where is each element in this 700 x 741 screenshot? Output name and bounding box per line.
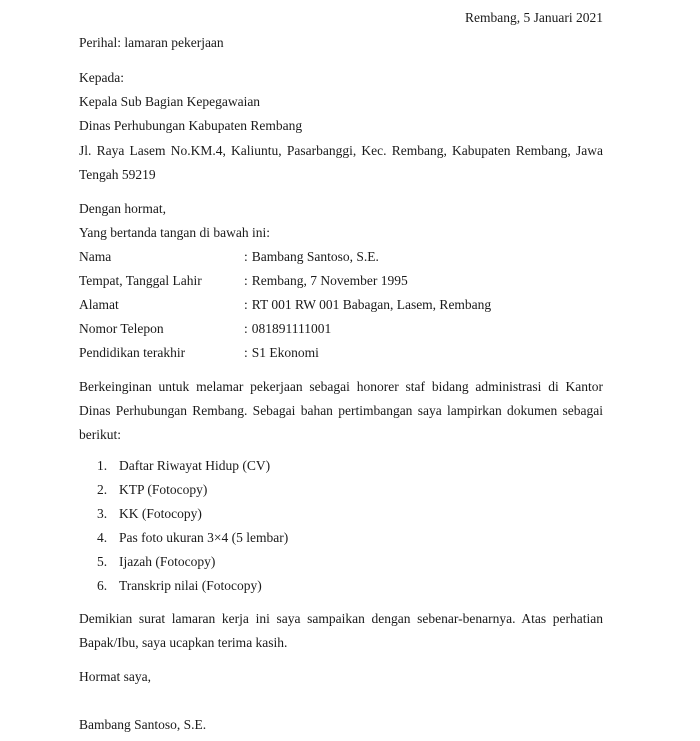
field-label-birth: Tempat, Tanggal Lahir [79,273,202,288]
field-value-birth: : Rembang, 7 November 1995 [244,273,408,288]
recipient-office: Dinas Perhubungan Kabupaten Rembang [79,118,303,133]
list-item-number: 6. [97,578,108,593]
body-paragraph-line1: Berkeinginan untuk melamar pekerjaan sebagai honorer staf bidang administrasi di Kantor [79,379,603,394]
field-label-name: Nama [79,249,112,264]
signoff: Hormat saya, [79,669,151,684]
letter-subject: Perihal: lamaran pekerjaan [79,35,224,50]
list-item-number: 1. [97,458,108,473]
signature-name: Bambang Santoso, S.E. [79,717,207,732]
field-value-phone: : 081891111001 [244,321,332,336]
list-item: Ijazah (Fotocopy) [119,554,216,569]
field-label-education: Pendidikan terakhir [79,345,186,360]
field-label-address: Alamat [79,297,119,312]
recipient-greeting: Kepada: [79,70,124,85]
list-item: Transkrip nilai (Fotocopy) [119,578,262,593]
field-label-phone: Nomor Telepon [79,321,164,336]
body-paragraph-line3: berikut: [79,427,121,442]
list-item: Pas foto ukuran 3×4 (5 lembar) [119,530,289,545]
field-value-address: : RT 001 RW 001 Babagan, Lasem, Rembang [244,297,492,312]
closing-paragraph-line1: Demikian surat lamaran kerja ini saya sampaikan dengan sebenar-benarnya. Atas perhatian [79,611,603,626]
list-item: KK (Fotocopy) [119,506,202,521]
list-item-number: 3. [97,506,108,521]
field-value-name: : Bambang Santoso, S.E. [244,249,379,264]
list-item-number: 2. [97,482,108,497]
recipient-title: Kepala Sub Bagian Kepegawaian [79,94,261,109]
list-item-number: 4. [97,530,108,545]
letter-date: Rembang, 5 Januari 2021 [465,10,603,25]
body-paragraph-line2: Dinas Perhubungan Rembang. Sebagai bahan pertimbangan saya lampirkan dokumen sebagai [79,403,603,418]
list-item-number: 5. [97,554,108,569]
list-item: KTP (Fotocopy) [119,482,208,497]
list-item: Daftar Riwayat Hidup (CV) [119,458,271,473]
field-value-education: : S1 Ekonomi [244,345,319,360]
salutation: Dengan hormat, [79,201,166,216]
closing-paragraph-line2: Bapak/Ibu, saya ucapkan terima kasih. [79,635,288,650]
recipient-address-line1: Jl. Raya Lasem No.KM.4, Kaliuntu, Pasarbanggi, Kec. Rembang, Kabupaten Rembang, Jawa [79,143,603,158]
recipient-address-line2: Tengah 59219 [79,167,156,182]
intro-text: Yang bertanda tangan di bawah ini: [79,225,270,240]
